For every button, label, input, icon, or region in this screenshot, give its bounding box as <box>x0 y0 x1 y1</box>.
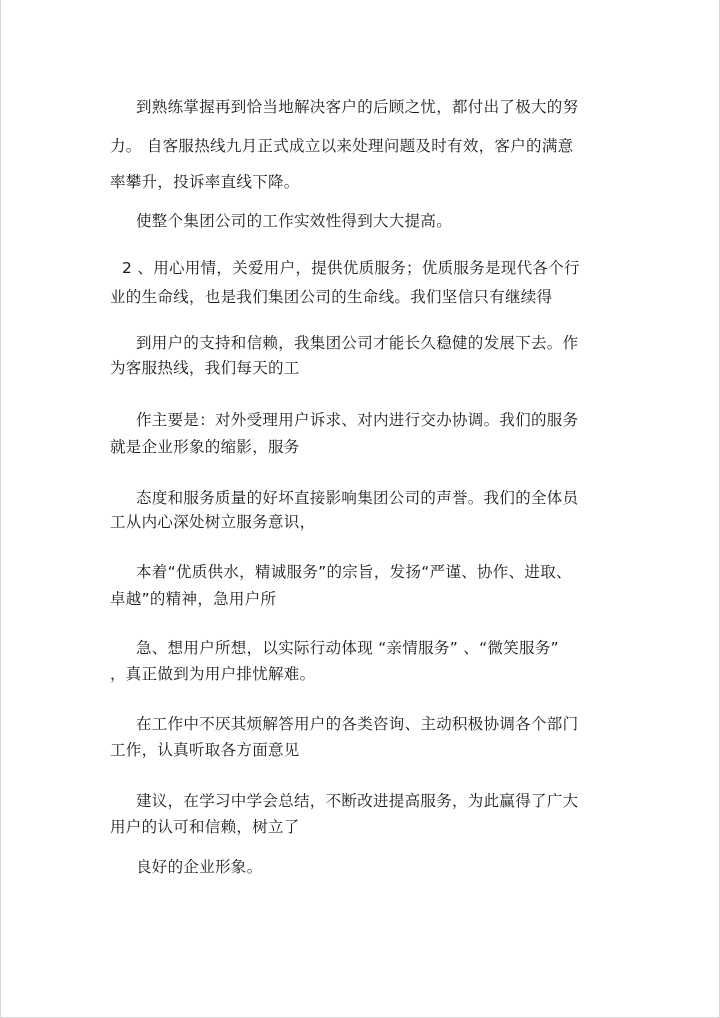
text-line: 为客服热线，我们每天的工 <box>110 359 300 377</box>
text-line: 2 、用心用情，关爱用户，提供优质服务；优质服务是现代各个行 <box>122 259 580 277</box>
text-line: 态度和服务质量的好坏直接影响集团公司的声誉。我们的全体员 <box>136 489 579 507</box>
text-line: 作主要是：对外受理用户诉求、对内进行交办协调。我们的服务 <box>136 411 579 429</box>
text-line: 用户的认可和信赖，树立了 <box>110 818 300 836</box>
text-line: 力。 自客服热线九月正式成立以来处理问题及时有效，客户的满意 <box>110 137 574 155</box>
text-line: 建议，在学习中学会总结，不断改进提高服务，为此赢得了广大 <box>136 792 579 810</box>
text-line: 业的生命线，也是我们集团公司的生命线。我们坚信只有继续得 <box>110 288 553 306</box>
text-line: 急、想用户所想，以实际行动体现 “亲情服务” 、“微笑服务” <box>136 639 559 657</box>
text-line: 率攀升，投诉率直线下降。 <box>110 173 300 191</box>
text-line: 本着“优质供水，精诚服务”的宗旨，发扬“严谨、协作、进取、 <box>136 563 572 581</box>
text-line: 良好的企业形象。 <box>136 858 263 876</box>
text-line: 工从内心深处树立服务意识， <box>110 513 316 531</box>
text-line: 使整个集团公司的工作实效性得到大大提高。 <box>136 212 453 230</box>
text-line: ，真正做到为用户排忧解难。 <box>110 665 316 683</box>
text-line: 在工作中不厌其烦解答用户的各类咨询、主动积极协调各个部门 <box>136 715 579 733</box>
text-line: 到熟练掌握再到恰当地解决客户的后顾之忧，都付出了极大的努 <box>136 98 579 116</box>
text-line: 到用户的支持和信赖，我集团公司才能长久稳健的发展下去。作 <box>136 334 579 352</box>
text-line: 工作，认真听取各方面意见 <box>110 741 300 759</box>
text-line: 就是企业形象的缩影，服务 <box>110 438 300 456</box>
text-line: 卓越”的精神，急用户所 <box>110 590 277 608</box>
